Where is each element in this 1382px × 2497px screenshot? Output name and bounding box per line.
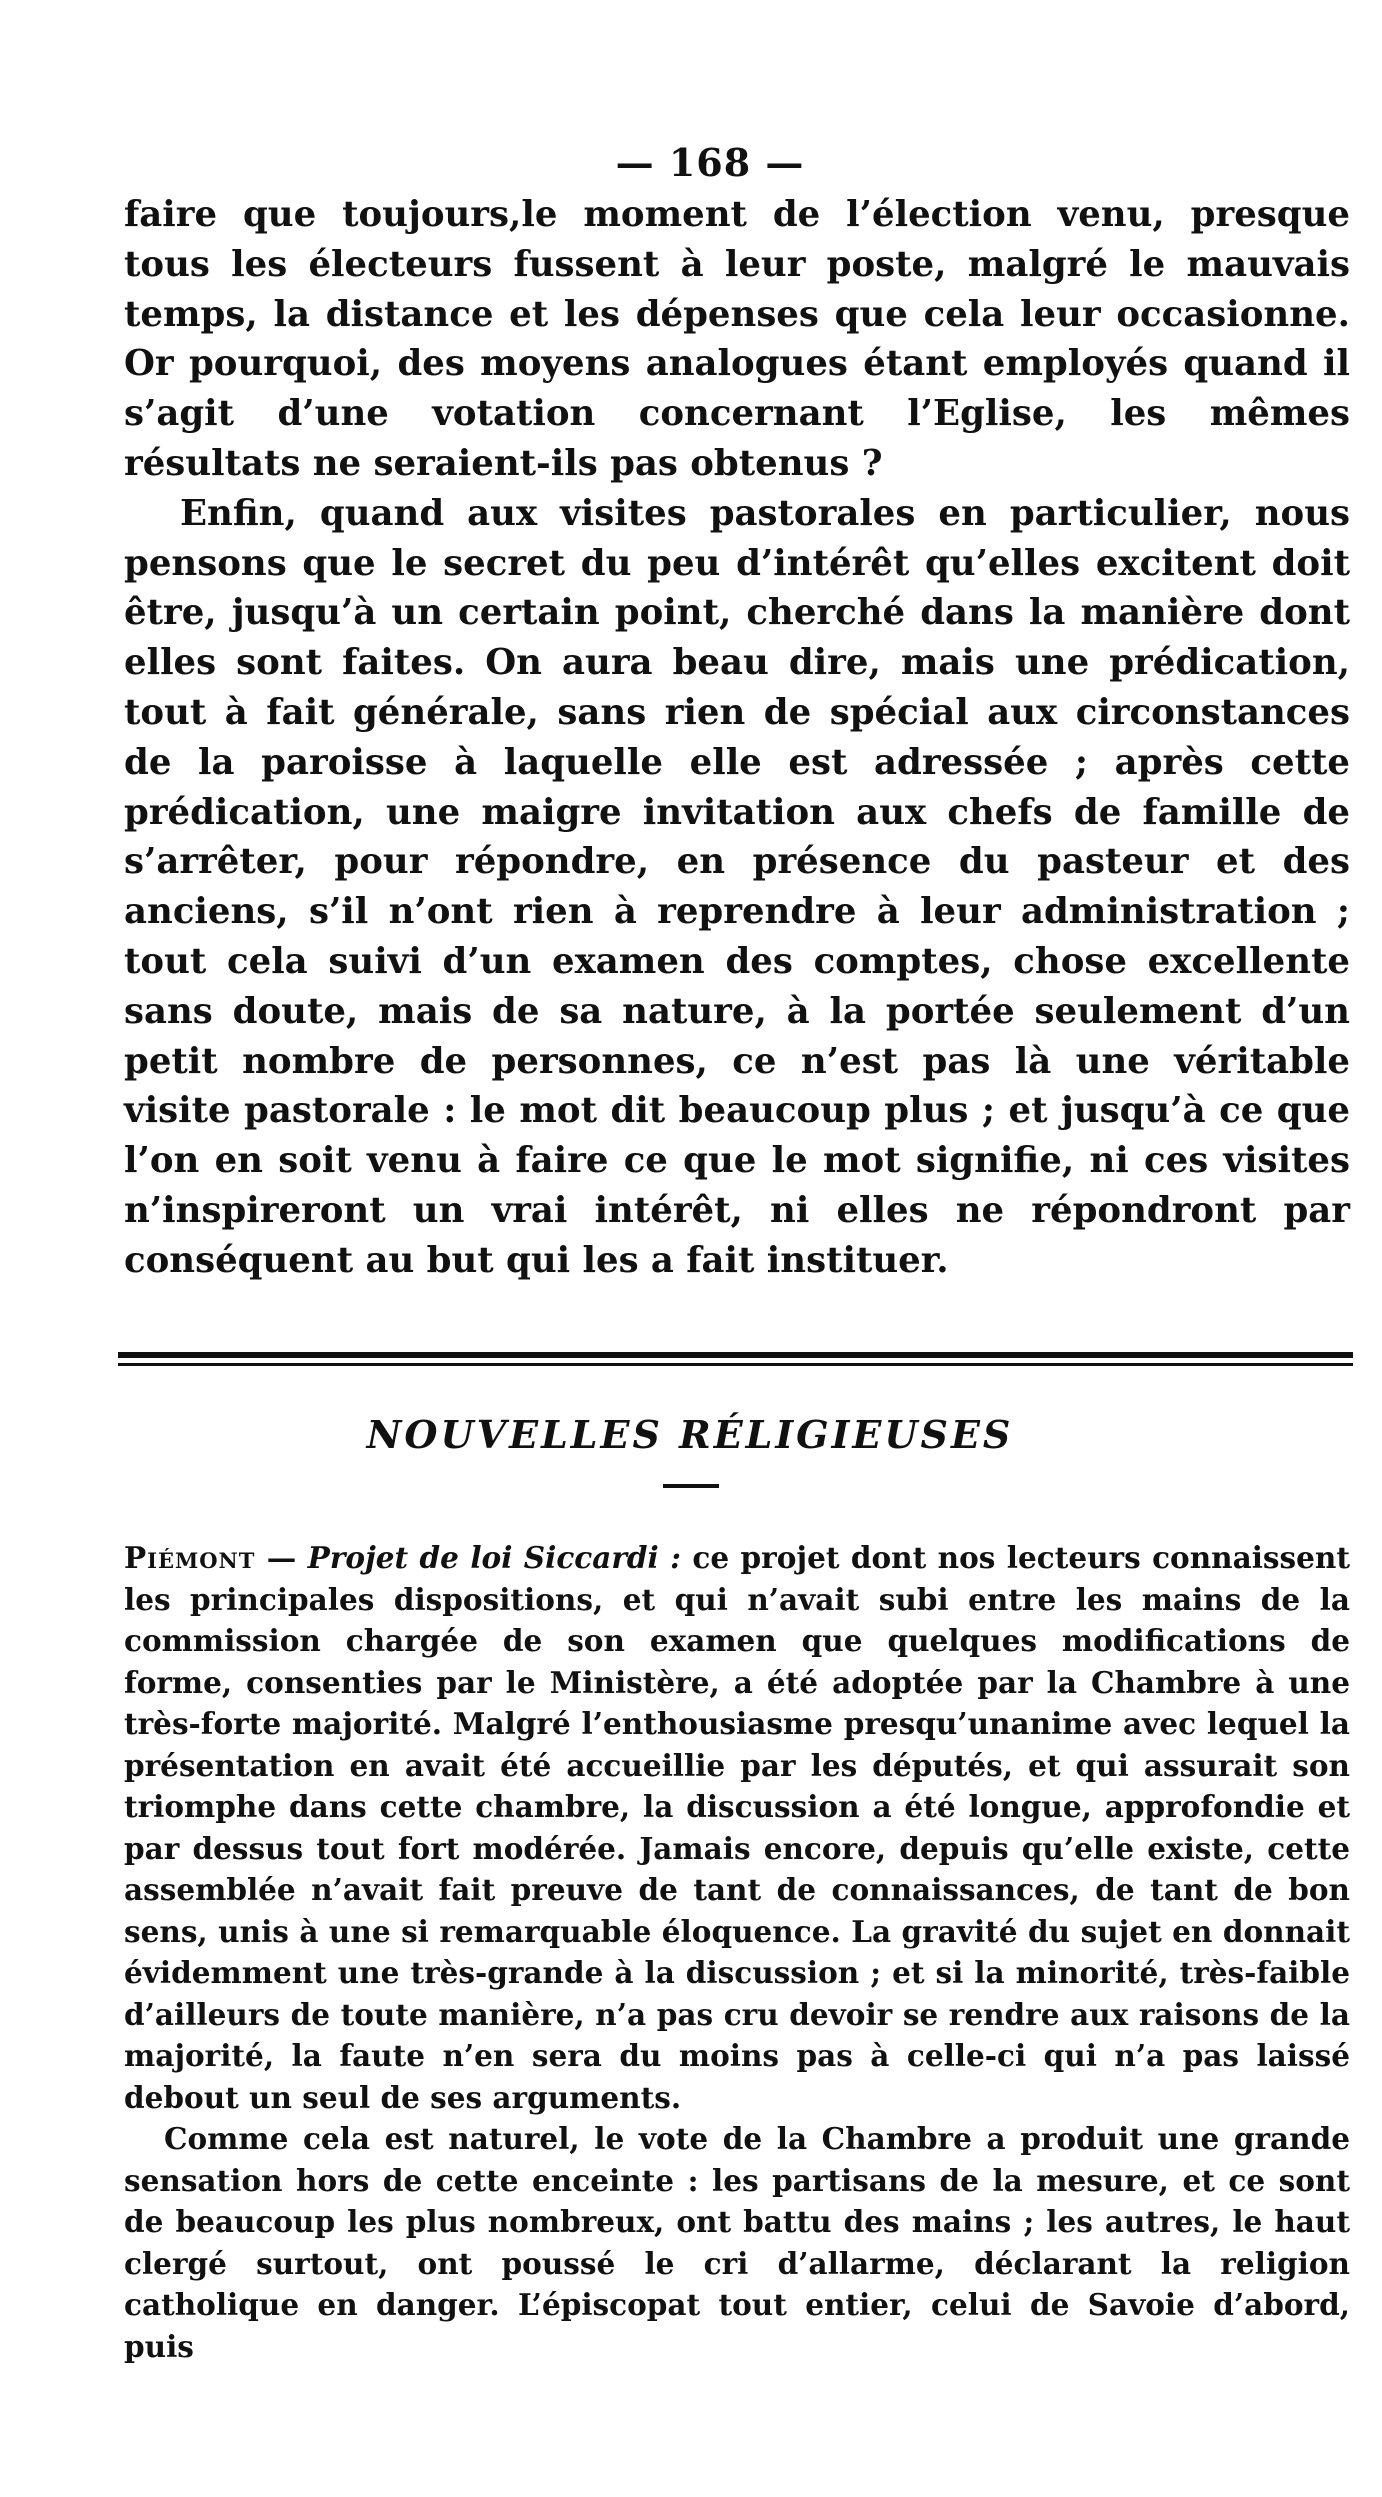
title-dash: [663, 1484, 719, 1488]
paragraph: Enfin, quand aux visites pastorales en particulier, nous pensons que le secret du peu d’intérêt qu’elles excitent doit être, jusqu’à un certain point, cherché dans la manière dont elles sont faites. On aura beau dire, mais une prédication, tout à fait générale, sans rien de spécial aux circonstances de la paroisse à laquelle elle est adressée ; après cette prédication, une maigre invitation aux chefs de famille de s’arrêter, pour répondre, en présence du pasteur et des anciens, s’il n’ont rien à reprendre à leur administration ; tout cela suivi d’un examen des comptes, chose excellente sans doute, mais de sa nature, à la portée seulement d’un petit nombre de personnes, ce n’est pas là une véritable visite pastorale : le mot dit beaucoup plus ; et jusqu’à ce que l’on en soit venu à faire ce que le mot signifie, ni ces visites n’inspireront un vrai intérêt, ni elles ne répondront par conséquent au but qui les a fait instituer.: [124, 492, 1350, 1281]
news-dash: —: [255, 1540, 308, 1575]
news-place: Piémont: [124, 1540, 256, 1575]
section-divider: [118, 1352, 1353, 1358]
section-title: NOUVELLES RÉLIGIEUSES: [366, 1412, 1014, 1457]
news-subject: Projet de loi Siccardi :: [307, 1540, 682, 1575]
news-body: [124, 1537, 1350, 2367]
paragraph: faire que toujours,le moment de l’élection venu, presque tous les électeurs fussent à leur poste, malgré le mauvais temps, la distance et les dépenses que cela leur occasionne. Or pourquoi, des moyens analogues étant employés quand il s’agit d’une votation concernant l’Eglise, les mêmes résultats ne seraient-ils pas obtenus ?: [124, 194, 1350, 484]
news-text: ce projet dont nos lecteurs connaissent les principales dispositions, et qui n’avait subi entre les mains de la commission chargée de son examen que quelques modifications de forme, consenties par le Ministère, a été adoptée par la Chambre à une très-forte majorité. Malgré l’enthousiasme presqu’unanime avec lequel la présentation en avait été accueillie par les députés, et qui assurait son triomphe dans cette chambre, la discussion a été longue, approfondie et par dessus tout fort modérée. Jamais encore, depuis qu’elle existe, cette assemblée n’avait fait preuve de tant de connaissances, de tant de bon sens, unis à une si remarquable éloquence. La gravité du sujet en donnait évidemment une très-grande à la discussion ; et si la minorité, très-faible d’ailleurs de toute manière, n’a pas cru devoir se rendre aux raisons de la majorité, la faute n’en sera du moins pas à celle-ci qui n’a pas laissé debout un seul de ses arguments.: [124, 1540, 1350, 2115]
section-divider-thin: [118, 1363, 1353, 1366]
article-body: [124, 190, 1350, 1286]
news-paragraph: [124, 1537, 1350, 2118]
page-number: — 168 —: [615, 140, 805, 185]
news-paragraph: Comme cela est naturel, le vote de la Chambre a produit une grande sensation hors de cette enceinte : les partisans de la mesure, et ce sont de beaucoup les plus nombreux, ont battu des mains ; les autres, le haut clergé surtout, ont poussé le cri d’allarme, déclarant la religion catholique en danger. L’épiscopat tout entier, celui de Savoie d’abord, puis: [124, 2121, 1350, 2364]
